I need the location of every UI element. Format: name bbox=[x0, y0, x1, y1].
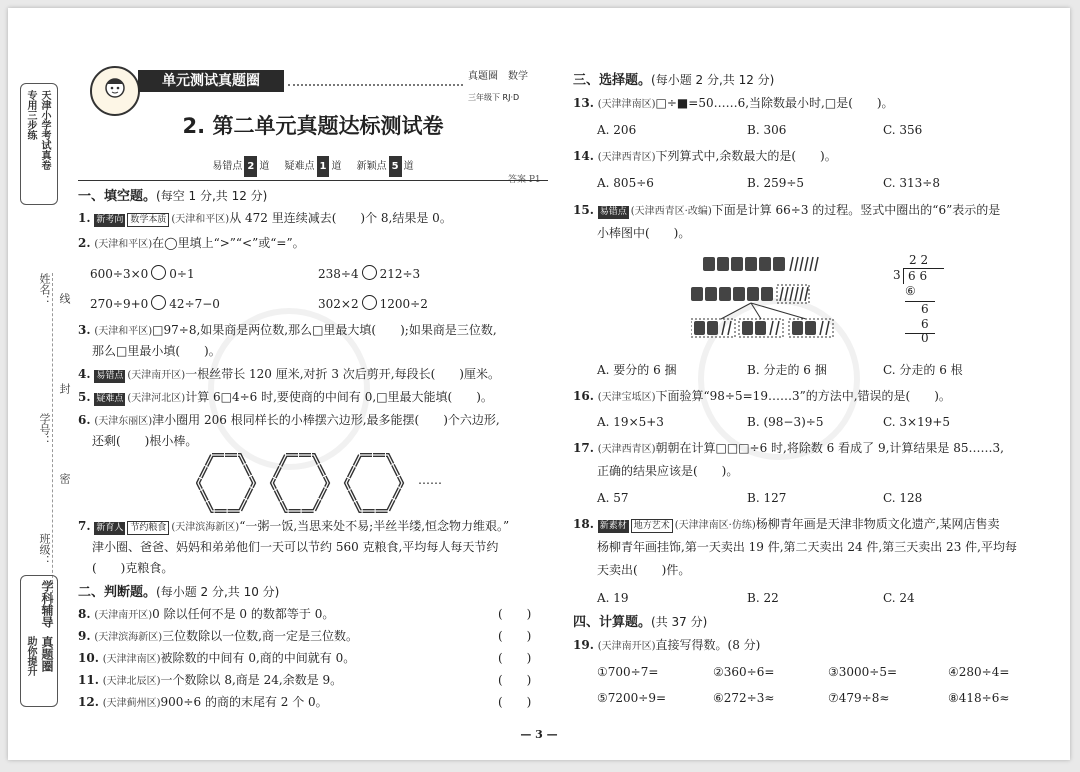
question-1: 1. 新考向 数学本质 (天津和平区)从 472 里连续减去( )个 8,结果是 0。 bbox=[78, 211, 452, 225]
option-a[interactable]: A. 19 bbox=[597, 591, 629, 605]
question-18: 18. 新素材 地方艺术 (天津津南区·仿练)杨柳青年画是天津非物质文化遗产,某网店售卖 bbox=[573, 517, 1000, 531]
question-7: 7. 新育人 节约粮食 (天津滨海新区)“一粥一饭,当思来处不易;半丝半缕,恒念物力维艰。” bbox=[78, 519, 510, 533]
mascot-logo bbox=[90, 66, 140, 116]
series-title: 单元测试真题圈 bbox=[138, 70, 284, 92]
section-fill-blank: 一、填空题。(每空 1 分,共 12 分) bbox=[78, 189, 268, 204]
name-field-label: 姓名： bbox=[38, 273, 51, 306]
question-3-cont: 那么□里最小填( )。 bbox=[92, 344, 221, 358]
calc-item: ①700÷7= bbox=[597, 665, 659, 679]
compare-circle[interactable] bbox=[362, 295, 377, 310]
option-a[interactable]: A. 805÷6 bbox=[597, 176, 654, 190]
question-15-cont: 小棒图中( )。 bbox=[597, 226, 691, 240]
option-a[interactable]: A. 要分的 6 捆 bbox=[597, 363, 677, 377]
option-b[interactable]: B. (98−3)÷5 bbox=[747, 415, 824, 429]
student-id-field-label: 学号： bbox=[38, 413, 51, 446]
cut-mark: 密 bbox=[58, 473, 71, 484]
question-13: 13. (天津津南区)□÷■=50……6,当除数最小时,□是( )。 bbox=[573, 96, 894, 110]
header-brand: 真题圈 bbox=[468, 71, 498, 82]
division-row: 6 bbox=[921, 302, 929, 316]
calc-item: ⑥272÷3≈ bbox=[713, 691, 775, 705]
option-b[interactable]: B. 22 bbox=[747, 591, 779, 605]
page-number: — 3 — bbox=[520, 728, 558, 741]
difficulty-stats bbox=[78, 156, 548, 177]
option-b[interactable]: B. 259÷5 bbox=[747, 176, 805, 190]
header-subject: 数学 bbox=[508, 71, 528, 82]
option-c[interactable]: C. 分走的 6 根 bbox=[883, 363, 963, 377]
question-7-cont: 津小圈、爸爸、妈妈和弟弟他们一天可以节约 560 克粮食,平均每人每天节约 bbox=[92, 540, 499, 554]
compare-circle[interactable] bbox=[362, 265, 377, 280]
answer-paren[interactable]: ( ) bbox=[498, 673, 532, 687]
compare-item: 302×2 1200÷2 bbox=[318, 297, 428, 311]
stat-item: 疑难点 1 道 bbox=[285, 161, 342, 172]
answer-paren[interactable]: ( ) bbox=[498, 695, 532, 709]
page-title: 2. 第二单元真题达标测试卷 bbox=[182, 114, 444, 138]
question-5: 5. 疑难点 (天津河北区)计算 6□4÷6 时,要使商的中间有 0,□里最大能填( )。 bbox=[78, 390, 493, 404]
stat-item: 新颖点 5 道 bbox=[357, 161, 414, 172]
question-7-cont: ( )克粮食。 bbox=[92, 561, 174, 575]
option-b[interactable]: B. 127 bbox=[747, 491, 787, 505]
header-grade: 三年级下 RJ·D bbox=[468, 93, 520, 102]
division-divisor: 3 bbox=[893, 268, 901, 282]
question-16: 16. (天津宝坻区)下面验算“98÷5=19……3”的方法中,错误的是( )。 bbox=[573, 389, 951, 403]
option-c[interactable]: C. 3×19+5 bbox=[883, 415, 951, 429]
option-a[interactable]: A. 206 bbox=[597, 123, 637, 137]
header-divider bbox=[78, 180, 548, 181]
division-dividend: 6 6 bbox=[903, 268, 944, 284]
answer-paren[interactable]: ( ) bbox=[498, 629, 532, 643]
option-b[interactable]: B. 306 bbox=[747, 123, 787, 137]
calc-item: ②360÷6= bbox=[713, 665, 775, 679]
header-right bbox=[468, 66, 528, 108]
mascot-icon bbox=[92, 68, 138, 114]
calc-item: ⑤7200÷9= bbox=[597, 691, 667, 705]
answer-paren[interactable]: ( ) bbox=[498, 607, 532, 621]
division-circled: ⑥ bbox=[905, 284, 916, 298]
question-12: 12. (天津蓟州区)900÷6 的商的末尾有 2 个 0。 ( ) bbox=[78, 692, 548, 714]
answer-paren[interactable]: ( ) bbox=[498, 651, 532, 665]
question-6: 6. (天津东丽区)津小圈用 206 根同样长的小棒摆六边形,最多能摆( )个六边形, bbox=[78, 413, 500, 427]
stat-item: 易错点 2 道 bbox=[212, 161, 269, 172]
question-8: 8. (天津南开区)0 除以任何不是 0 的数都等于 0。 ( ) bbox=[78, 604, 548, 626]
brand-label: 真题圈 bbox=[40, 636, 54, 672]
page-header bbox=[78, 66, 538, 102]
question-3: 3. (天津和平区)□97÷8,如果商是两位数,那么□里最大填( );如果商是三位数, bbox=[78, 323, 497, 337]
question-2: 2. (天津和平区)在◯里填上“>”“<”或“=”。 bbox=[78, 236, 305, 250]
cut-mark: 线 bbox=[58, 293, 71, 304]
question-17: 17. (天津西青区)朝朝在计算□□□÷6 时,将除数 6 看成了 9,计算结果是 85……3, bbox=[573, 441, 1004, 455]
cut-line bbox=[52, 273, 53, 603]
binding-sidebar bbox=[12, 63, 71, 723]
section-calc: 四、计算题。(共 37 分) bbox=[573, 615, 708, 630]
question-6-cont: 还剩( )根小棒。 bbox=[92, 434, 198, 448]
division-quotient: 2 2 bbox=[909, 253, 929, 267]
question-11: 11. (天津北辰区)一个数除以 8,商是 24,余数是 9。 ( ) bbox=[78, 670, 548, 692]
question-17-cont: 正确的结果应该是( )。 bbox=[597, 464, 739, 478]
series-badge bbox=[20, 83, 58, 205]
answer-ref: 答案 P1 bbox=[508, 175, 541, 185]
compare-circle[interactable] bbox=[151, 265, 166, 280]
calc-item: ④280÷4= bbox=[948, 665, 1010, 679]
exam-page bbox=[8, 8, 1070, 760]
option-c[interactable]: C. 128 bbox=[883, 491, 923, 505]
compare-item: 270÷9+0 42÷7−0 bbox=[90, 297, 220, 311]
option-c[interactable]: C. 24 bbox=[883, 591, 915, 605]
option-c[interactable]: C. 356 bbox=[883, 123, 923, 137]
section-judge: 二、判断题。(每小题 2 分,共 10 分) bbox=[78, 585, 280, 600]
stick-bundle-figure bbox=[691, 253, 841, 341]
compare-item: 238÷4 212÷3 bbox=[318, 267, 421, 281]
division-row: 6 bbox=[921, 317, 929, 331]
calc-item: ③3000÷5= bbox=[828, 665, 898, 679]
question-15: 15. 易错点 (天津西青区·改编)下面是计算 66÷3 的过程。竖式中圈出的“6”表示的是 bbox=[573, 203, 1001, 217]
compare-circle[interactable] bbox=[151, 295, 166, 310]
compare-item: 600÷3×0 0÷1 bbox=[90, 267, 195, 281]
cut-mark: 封 bbox=[58, 383, 71, 394]
series-sub-label: 专用三步练 bbox=[25, 90, 36, 140]
section-choice: 三、选择题。(每小题 2 分,共 12 分) bbox=[573, 73, 775, 88]
header-dots bbox=[288, 84, 463, 86]
ellipsis: …… bbox=[418, 473, 442, 487]
question-10: 10. (天津津南区)被除数的中间有 0,商的中间就有 0。 ( ) bbox=[78, 648, 548, 670]
brand-sub-label: 助你提升 bbox=[25, 636, 36, 676]
long-division bbox=[893, 253, 953, 343]
division-row: 0 bbox=[921, 331, 929, 345]
question-4: 4. 易错点 (天津南开区)一根丝带长 120 厘米,对折 3 次后剪开,每段长( )厘米。 bbox=[78, 367, 500, 381]
question-18-cont: 杨柳青年画挂饰,第一天卖出 19 件,第二天卖出 24 件,第三天卖出 23 件,平均每 bbox=[597, 540, 1017, 554]
question-9: 9. (天津滨海新区)三位数除以一位数,商一定是三位数。 ( ) bbox=[78, 626, 548, 648]
option-b[interactable]: B. 分走的 6 捆 bbox=[747, 363, 827, 377]
brand-badge bbox=[20, 575, 58, 707]
brand-box-label: 学科辅导 bbox=[40, 580, 54, 628]
option-a[interactable]: A. 19×5+3 bbox=[597, 415, 664, 429]
question-18-cont: 天卖出( )件。 bbox=[597, 563, 691, 577]
question-19: 19. (天津南开区)直接写得数。(8 分) bbox=[573, 638, 761, 652]
series-top-label: 天津小学考试真卷 bbox=[39, 90, 50, 170]
hexagon-figures bbox=[196, 452, 436, 514]
question-14: 14. (天津西青区)下列算式中,余数最大的是( )。 bbox=[573, 149, 837, 163]
option-a[interactable]: A. 57 bbox=[597, 491, 629, 505]
option-c[interactable]: C. 313÷8 bbox=[883, 176, 940, 190]
class-field-label: 班级： bbox=[38, 533, 51, 566]
calc-item: ⑦479÷8≈ bbox=[828, 691, 890, 705]
calc-item: ⑧418÷6≈ bbox=[948, 691, 1010, 705]
